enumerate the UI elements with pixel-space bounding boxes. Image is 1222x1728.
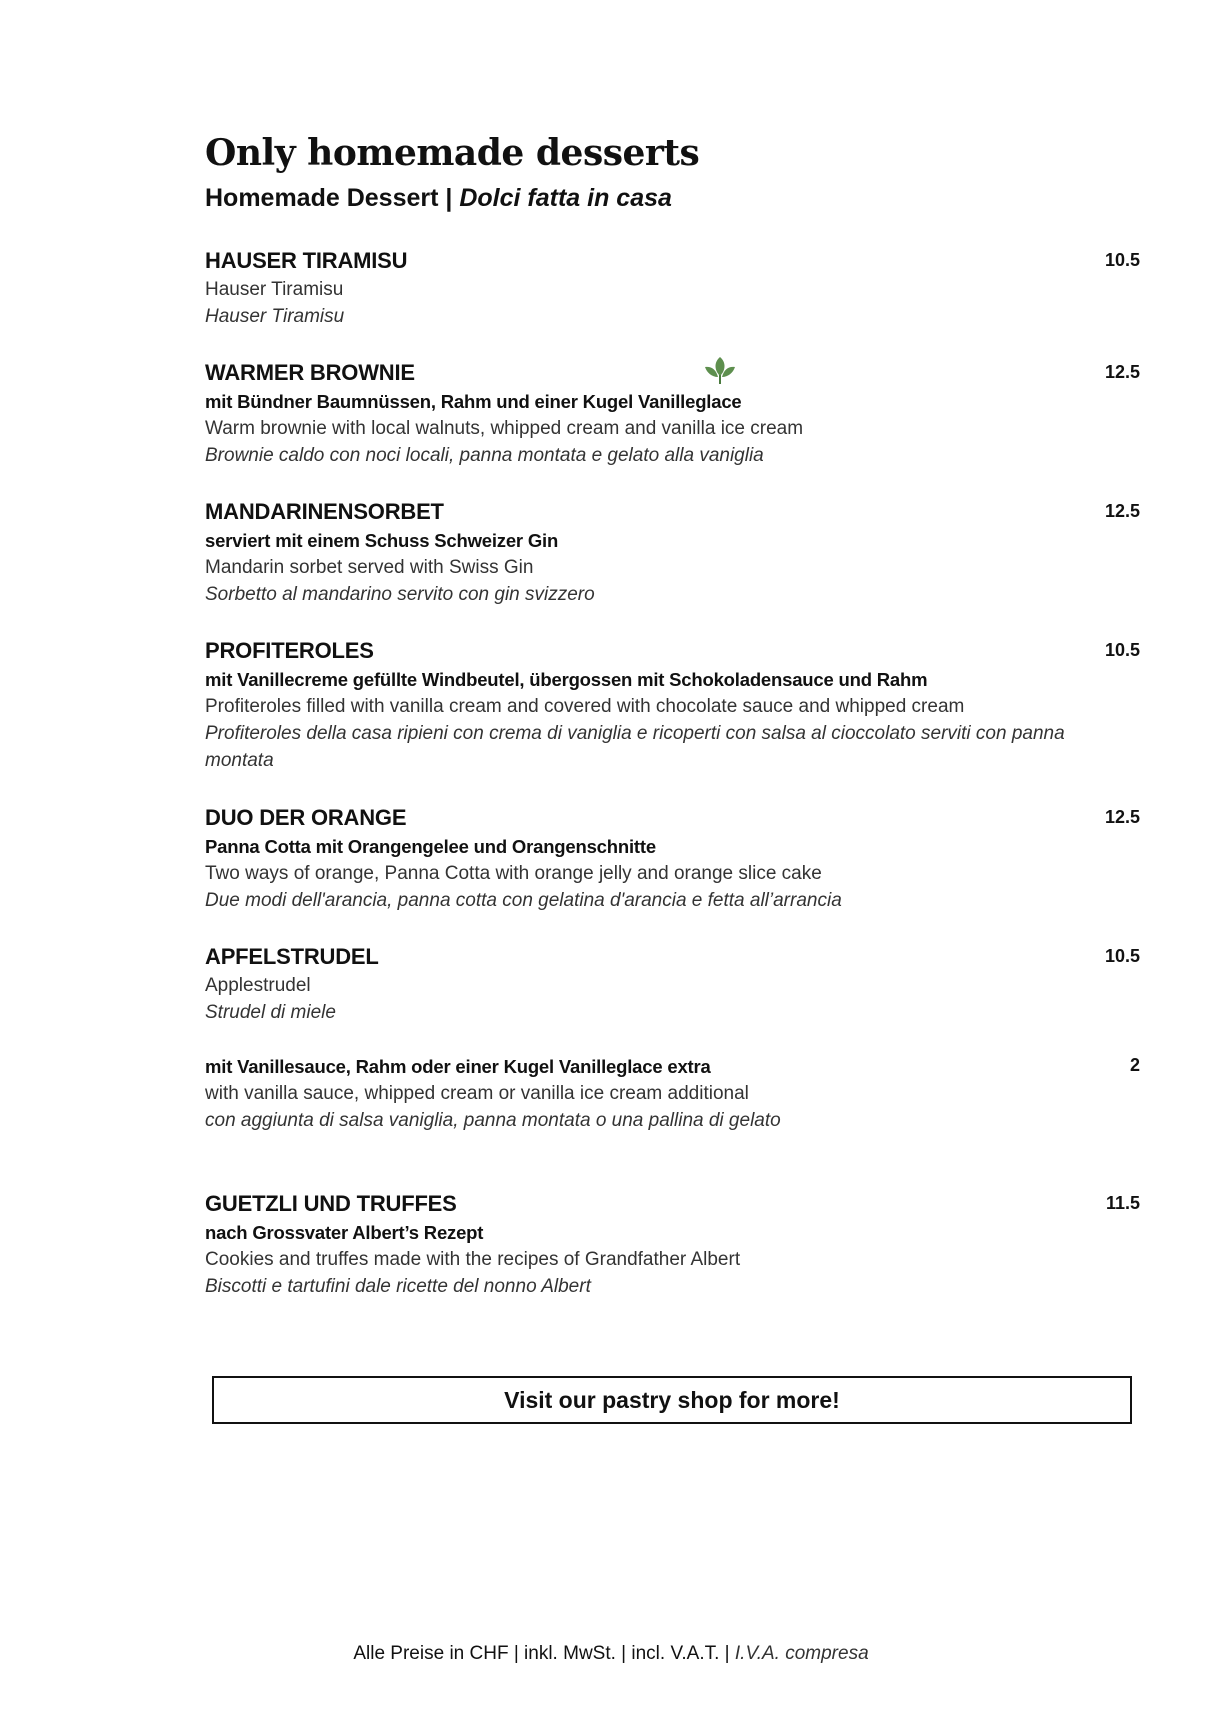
price-footer — [0, 1643, 1222, 1665]
item-italian: Strudel di miele — [205, 1002, 336, 1023]
pastry-shop-callout — [212, 1376, 1132, 1424]
menu-item-apfelstrudel — [205, 942, 1140, 1026]
item-italian-continued: montata — [205, 750, 274, 771]
extra-german: mit Vanillesauce, Rahm oder einer Kugel Vanilleglace extra — [205, 1056, 711, 1077]
item-german: nach Grossvater Albert’s Rezept — [205, 1222, 484, 1243]
callout-text: Visit our pastry shop for more! — [504, 1386, 840, 1413]
item-italian: Biscotti e tartufini dale ricette del nonno Albert — [205, 1276, 591, 1297]
menu-item-mandarinensorbet — [205, 497, 1140, 608]
item-english: Cookies and truffes made with the recipes of Grandfather Albert — [205, 1249, 741, 1270]
footer-italian: I.V.A. compresa — [734, 1643, 869, 1664]
menu-item-duo-der-orange — [205, 803, 1140, 914]
footer-text: Alle Preise in CHF | inkl. MwSt. | incl. V.A.T. | — [353, 1643, 735, 1664]
item-english: Mandarin sorbet served with Swiss Gin — [205, 557, 534, 578]
item-price: 12.5 — [1104, 362, 1140, 382]
item-price: 12.5 — [1104, 807, 1140, 827]
item-price: 12.5 — [1104, 501, 1140, 521]
item-german: serviert mit einem Schuss Schweizer Gin — [205, 530, 559, 551]
menu-item-tiramisu — [205, 246, 1140, 330]
item-name: GUETZLI UND TRUFFES — [205, 1191, 457, 1216]
item-italian: Hauser Tiramisu — [205, 306, 345, 327]
item-english: Two ways of orange, Panna Cotta with orange jelly and orange slice cake — [205, 863, 822, 884]
item-english: Applestrudel — [205, 975, 311, 996]
item-italian: Profiteroles della casa ripieni con crema di vaniglia e ricoperti con salsa al cioccolato serviti con panna — [205, 723, 1065, 744]
menu-item-profiteroles — [205, 636, 1140, 774]
item-name: DUO DER ORANGE — [205, 805, 407, 830]
page-title: Only homemade desserts — [205, 132, 700, 174]
item-german: Panna Cotta mit Orangengelee und Orangenschnitte — [205, 836, 656, 857]
item-german: mit Bündner Baumnüssen, Rahm und einer Kugel Vanilleglace — [205, 391, 742, 412]
extra-english: with vanilla sauce, whipped cream or vanilla ice cream additional — [205, 1083, 749, 1104]
subtitle-text: Homemade Dessert | — [205, 184, 460, 212]
page-subtitle — [205, 184, 672, 213]
item-price: 10.5 — [1104, 640, 1140, 660]
item-name: WARMER BROWNIE — [205, 360, 415, 385]
item-english: Profiteroles filled with vanilla cream and covered with chocolate sauce and whipped cream — [205, 696, 965, 717]
item-price: 10.5 — [1104, 946, 1140, 966]
item-english: Warm brownie with local walnuts, whipped cream and vanilla ice cream — [205, 418, 804, 439]
menu-extra-addon — [205, 1053, 1140, 1134]
item-name: PROFITEROLES — [205, 638, 374, 663]
menu-item-brownie — [205, 358, 1140, 469]
item-italian: Due modi dell'arancia, panna cotta con gelatina d'arancia e fetta all’arrancia — [205, 890, 842, 911]
extra-italian: con aggiunta di salsa vaniglia, panna montata o una pallina di gelato — [205, 1110, 781, 1131]
item-italian: Sorbetto al mandarino servito con gin svizzero — [205, 584, 595, 605]
menu-item-guetzli-und-truffes — [205, 1189, 1140, 1300]
item-name: MANDARINENSORBET — [205, 499, 444, 524]
item-price: 11.5 — [1105, 1193, 1140, 1213]
item-italian: Brownie caldo con noci locali, panna montata e gelato alla vaniglia — [205, 445, 764, 466]
extra-price: 2 — [1129, 1055, 1140, 1075]
leaf-icon — [704, 356, 736, 386]
item-price: 10.5 — [1104, 250, 1140, 270]
subtitle-italian: Dolci fatta in casa — [459, 184, 672, 212]
item-german: mit Vanillecreme gefüllte Windbeutel, übergossen mit Schokoladensauce und Rahm — [205, 669, 928, 690]
item-english: Hauser Tiramisu — [205, 279, 344, 300]
item-name: HAUSER TIRAMISU — [205, 248, 408, 273]
item-name: APFELSTRUDEL — [205, 944, 379, 969]
